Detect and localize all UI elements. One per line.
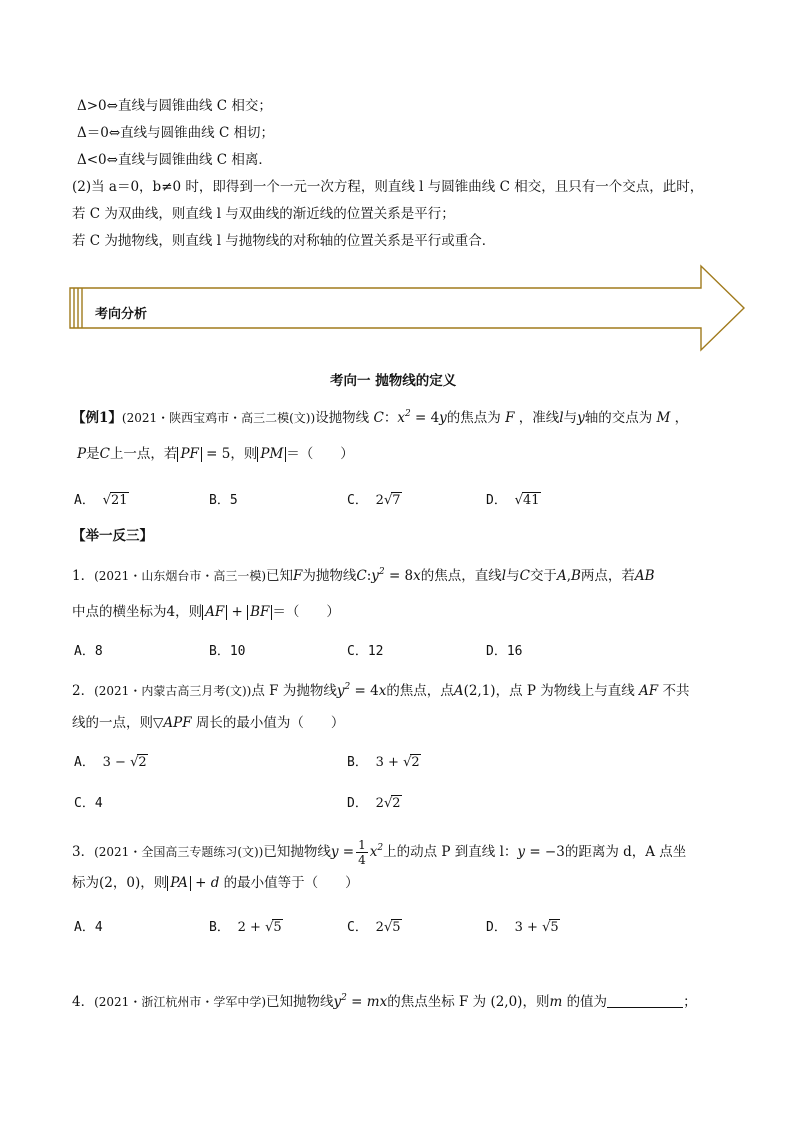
example1-option-c: C． 2√7 (347, 493, 401, 508)
intro-line-3: Δ<0⇔直线与圆锥曲线 C 相离． (77, 152, 272, 168)
q1-option-d: D．16 (486, 644, 523, 659)
q4-number: 4． (72, 994, 95, 1010)
example1-line2: P是C上一点，若 PF = 5，则 PM ＝（ ） (77, 446, 354, 462)
q2-line2: 线的一点，则▽APF 周长的最小值为（ ） (72, 715, 345, 731)
intro-line-6: 若 C 为抛物线，则直线 l 与抛物线的对称轴的位置关系是平行或重合． (72, 233, 496, 249)
example1-source: (2021・陕西宝鸡市・高三二模(文)) (121, 411, 316, 425)
jufan-heading: 【举一反三】 (72, 528, 153, 544)
example1-text-f: 是 (86, 446, 100, 462)
q1-option-a: A．8 (74, 644, 103, 659)
q2-number: 2． (72, 683, 95, 699)
example1-option-a: A． √21 (74, 493, 128, 508)
q2-option-a: A． 3 − √2 (74, 755, 147, 770)
section-title: 考向一 抛物线的定义 (330, 373, 457, 389)
q1-option-b: B．10 (209, 644, 246, 659)
example1-text-e: 轴的交点为 (584, 410, 653, 426)
q3-source: (2021・全国高三专题练习(文)) (94, 845, 264, 859)
q4-source: (2021・浙江杭州市・学军中学) (94, 995, 266, 1009)
q3-option-d: D． 3 + √5 (486, 920, 559, 935)
example1-text-i: ＝（ ） (286, 446, 354, 462)
q3-line2: 标为(2，0)，则 PA + d 的最小值等于（ ） (72, 875, 359, 891)
example1-tag: 【例1】 (72, 410, 122, 426)
example1-option-d: D． √41 (486, 493, 540, 508)
banner-arrow-shape (68, 264, 748, 354)
example1-text-b: 的焦点为 (446, 410, 501, 426)
banner-title: 考向分析 (95, 307, 148, 322)
q3-option-b: B． 2 + √5 (209, 920, 282, 935)
q3-option-c: C． 2√5 (347, 920, 401, 935)
example1-text-g: 上一点，若 (109, 446, 178, 462)
example1-F: F (500, 410, 519, 426)
q1-source: (2021・山东烟台市・高三一模) (94, 569, 266, 583)
example1-option-b: B．5 (209, 493, 238, 508)
q3-fraction: $\frac{1}{4}$ (358, 838, 366, 867)
example1-abs-PM: PM (257, 447, 286, 462)
example1-equation: $x^2 = 4y$ (397, 409, 447, 426)
intro-line-5: 若 C 为双曲线，则直线 l 与双曲线的渐近线的位置关系是平行； (72, 206, 455, 222)
q3-option-a: A．4 (74, 920, 103, 935)
q1-number: 1． (72, 568, 95, 584)
q3-number: 3． (72, 844, 95, 860)
example1-text-c: ，准线 (518, 410, 560, 426)
q2-line1: 2．(2021・内蒙古高三月考(文))点 F 为抛物线$y^2 = 4x$的焦点，点A(2,1)，点 P 为物线上与直线 AF 不共 (72, 682, 690, 699)
q1-line1: 1．(2021・山东烟台市・高三一模)已知F为抛物线$C:y^2 = 8x$的焦点，直线l与C交于A,B两点，若AB (72, 567, 655, 584)
q1-line2: 中点的横坐标为4，则 AF + BF ＝（ ） (72, 604, 340, 620)
q1-option-c: C．12 (347, 644, 384, 659)
example1-curve: C (369, 410, 384, 426)
intro-line-1: Δ>0⇔直线与圆锥曲线 C 相交； (77, 98, 272, 114)
example1-line1: 【例1】(2021・陕西宝鸡市・高三二模(文))设抛物线 C：$x^2 = 4y$的焦点为 F ，准线l与y轴的交点为 M ， (72, 409, 689, 426)
q3-line1: 3．(2021・全国高三专题练习(文))已知抛物线y = $\frac{1}{4}$ $x^2$上的动点 P 到直线 l：y = −3的距离为 d，A 点坐 (72, 838, 687, 867)
q4-answer-blank[interactable] (607, 993, 683, 1008)
example1-text-d: 与 (563, 410, 578, 426)
example1-text-a: 设抛物线 (315, 410, 370, 426)
q2-option-c: C．4 (74, 796, 103, 811)
q4-line1: 4．(2021・浙江杭州市・学军中学)已知抛物线$y^2$ = mx的焦点坐标 F 为 (2,0)，则m 的值为 ； (72, 993, 697, 1010)
intro-line-4: (2)当 a＝0，b≠0 时，即得到一个一元一次方程，则直线 l 与圆锥曲线 C 相交，且只有一个交点，此时， (72, 179, 704, 195)
intro-line-2: Δ＝0⇔直线与圆锥曲线 C 相切； (77, 125, 275, 141)
q2-source: (2021・内蒙古高三月考(文)) (94, 684, 252, 698)
q2-option-d: D． 2√2 (347, 796, 401, 811)
q2-option-b: B． 3 + √2 (347, 755, 420, 770)
example1-abs-PF: PF (177, 447, 201, 462)
example1-text-h: ，则 (230, 446, 258, 462)
